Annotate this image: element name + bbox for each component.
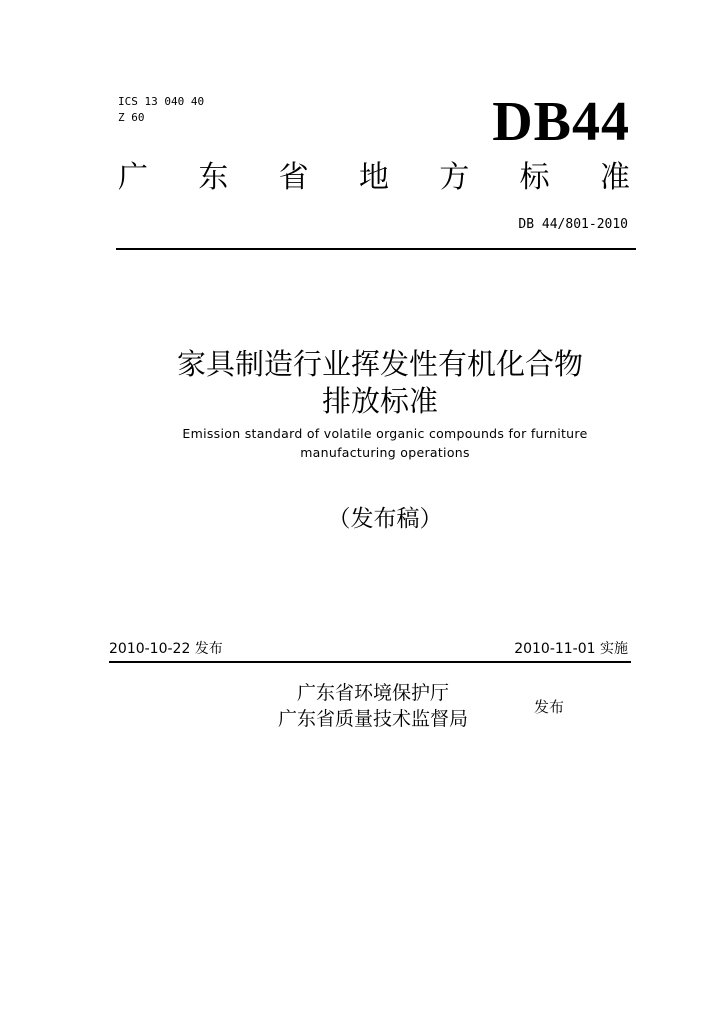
title-en-line1: Emission standard of volatile organic compounds for furniture [182, 426, 588, 441]
ccs-code: Z 60 [118, 111, 145, 124]
issue-action: 发布 [534, 698, 565, 716]
category-char: 准 [599, 160, 630, 195]
draft-label: （发布稿） [327, 506, 443, 532]
ics-code: ICS 13 040 40 [118, 95, 205, 108]
title-cn-line1: 家具制造行业挥发性有机化合物 [176, 347, 583, 381]
header-divider [116, 248, 636, 250]
issuer-line1: 广东省环境保护厅 [296, 682, 449, 704]
footer-divider [109, 661, 631, 663]
title-en-line2: manufacturing operations [300, 445, 470, 460]
issuing-authorities [268, 680, 478, 732]
publish-date: 2010-10-22 发布 [109, 641, 223, 657]
english-title [100, 424, 670, 462]
category-char: 地 [358, 160, 389, 195]
implement-date: 2010-11-01 实施 [514, 641, 628, 657]
classification-codes [118, 94, 204, 126]
category-char: 省 [278, 160, 309, 195]
category-char: 标 [519, 160, 550, 195]
issuer-line2: 广东省质量技术监督局 [277, 708, 468, 730]
category-char: 广 [118, 160, 148, 195]
db-code: DB44 [492, 91, 630, 153]
title-cn-line2: 排放标准 [321, 384, 438, 418]
standard-number: DB 44/801-2010 [518, 217, 628, 232]
document-title [100, 346, 660, 420]
category-char: 东 [198, 160, 229, 195]
category-char: 方 [439, 160, 470, 195]
standard-category [118, 152, 630, 196]
